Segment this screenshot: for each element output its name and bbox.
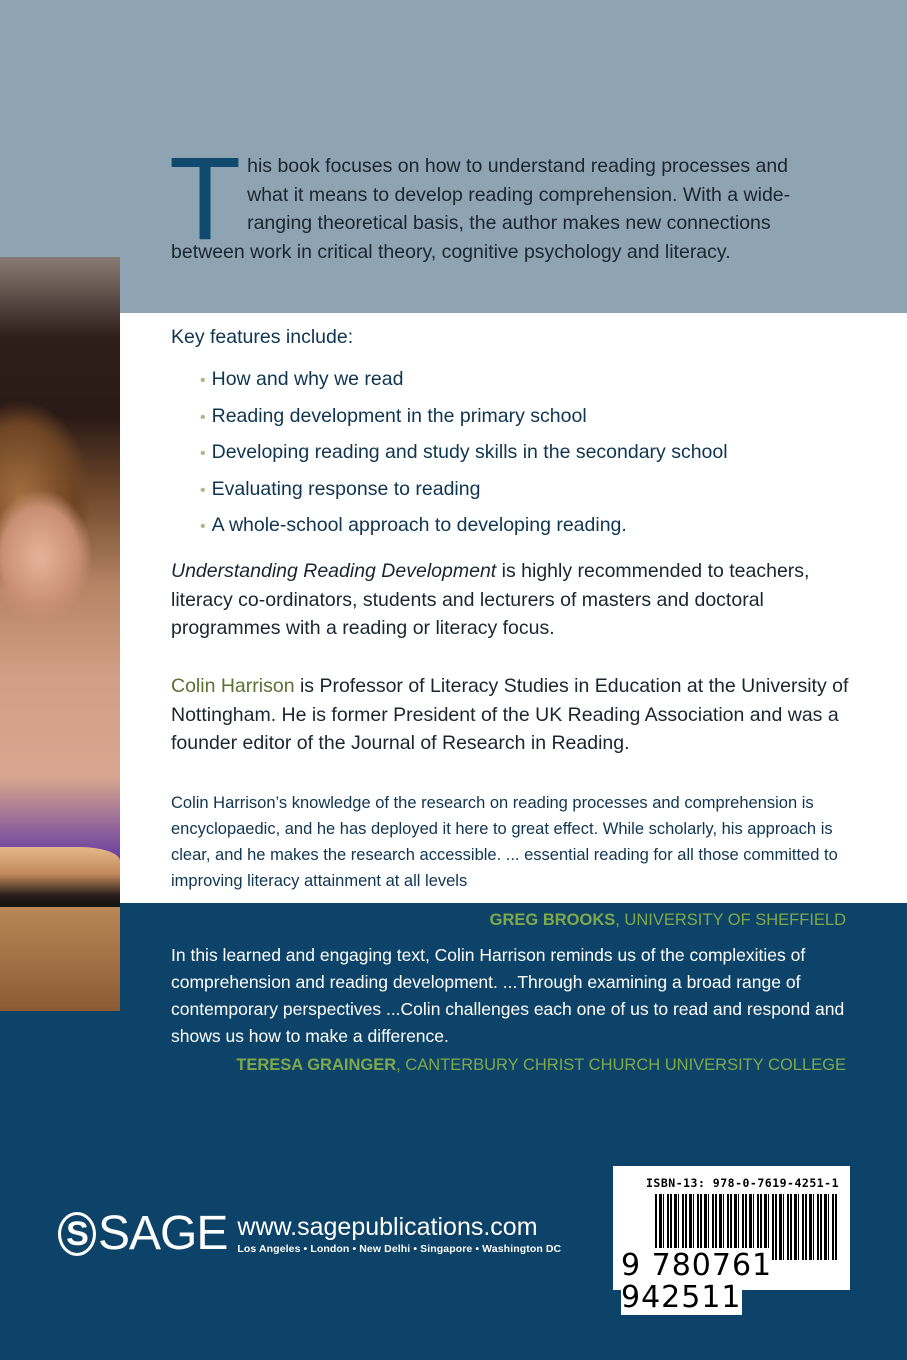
bullet-icon: •	[200, 445, 206, 462]
publisher-cities: Los Angeles • London • New Delhi • Singapore • Washington DC	[237, 1242, 562, 1255]
intro-text: his book focuses on how to understand reading processes and what it means to develop reading comprehension. With a wide-ranging theoretical basis, the author makes new connections between work in critical theory, cognitive psychology and literacy.	[171, 155, 791, 263]
barcode-digits: 9 780761 942511	[621, 1248, 773, 1315]
endorsement-attribution-1	[490, 911, 846, 930]
recommendation-paragraph: Understanding Reading Development is highly recommended to teachers, literacy co-ordinators, students and lecturers of masters and doctoral programmes with a reading or literacy focus.	[171, 560, 810, 639]
list-item: • How and why we read	[200, 368, 404, 390]
bullet-icon: •	[200, 481, 206, 499]
desk	[0, 907, 120, 1011]
author-bio: Colin Harrison is Professor of Literacy Studies in Education at the University of Nottingham. He is former President of the UK Reading Association and was a founder editor of the Journal of Research in Reading.	[171, 675, 849, 754]
isbn-barcode	[613, 1166, 850, 1315]
open-book	[0, 847, 120, 907]
dropcap: T	[169, 133, 242, 265]
endorser-name: GREG BROOKS	[489, 911, 616, 929]
book-title: Understanding Reading Development	[171, 560, 497, 582]
cover-photo-boy-reading	[0, 257, 120, 1011]
bullet-icon: •	[200, 408, 206, 426]
isbn-label: ISBN-13: 978-0-7619-4251-1	[646, 1176, 840, 1190]
list-item: • Evaluating response to reading	[200, 477, 481, 500]
endorser-name: TERESA GRAINGER	[236, 1056, 397, 1074]
list-item: • Developing reading and study skills in the secondary school	[200, 441, 728, 463]
publisher-info	[237, 1214, 561, 1255]
list-item: • A whole-school approach to developing reading.	[200, 514, 627, 536]
endorser-affiliation: , CANTERBURY CHRIST CHURCH UNIVERSITY COLLEGE	[396, 1056, 846, 1074]
endorsement-quote-1: Colin Harrison’s knowledge of the research on reading processes and comprehension is encyclopaedic, and he has deployed it here to great effect. While scholarly, his approach is clear, and he makes the research accessible. ... essential reading for all those committed to improving literacy attainment at all levels	[171, 794, 838, 890]
sage-logo	[58, 1207, 228, 1260]
list-item: • Reading development in the primary school	[200, 404, 587, 427]
sage-s-icon: S	[58, 1212, 96, 1256]
sage-wordmark: SAGE	[98, 1207, 228, 1260]
endorsement-quote-2: In this learned and engaging text, Colin Harrison reminds us of the complexities of comprehension and reading development. ...Through examining a broad range of contemporary perspectives ...Colin challenges each one of us to read and respond and shows us how to make a difference.	[171, 945, 845, 1046]
intro-paragraph	[169, 133, 831, 266]
endorsement-attribution-2	[236, 1056, 846, 1075]
publisher-block	[58, 1207, 562, 1260]
bullet-icon: •	[200, 372, 206, 389]
key-features-list	[200, 362, 728, 545]
endorser-affiliation: , UNIVERSITY OF SHEFFIELD	[615, 911, 846, 929]
publisher-url[interactable]: www.sagepublications.com	[237, 1212, 538, 1241]
key-features-heading: Key features include:	[171, 326, 354, 348]
author-name: Colin Harrison	[171, 675, 295, 697]
bullet-icon: •	[200, 518, 206, 535]
